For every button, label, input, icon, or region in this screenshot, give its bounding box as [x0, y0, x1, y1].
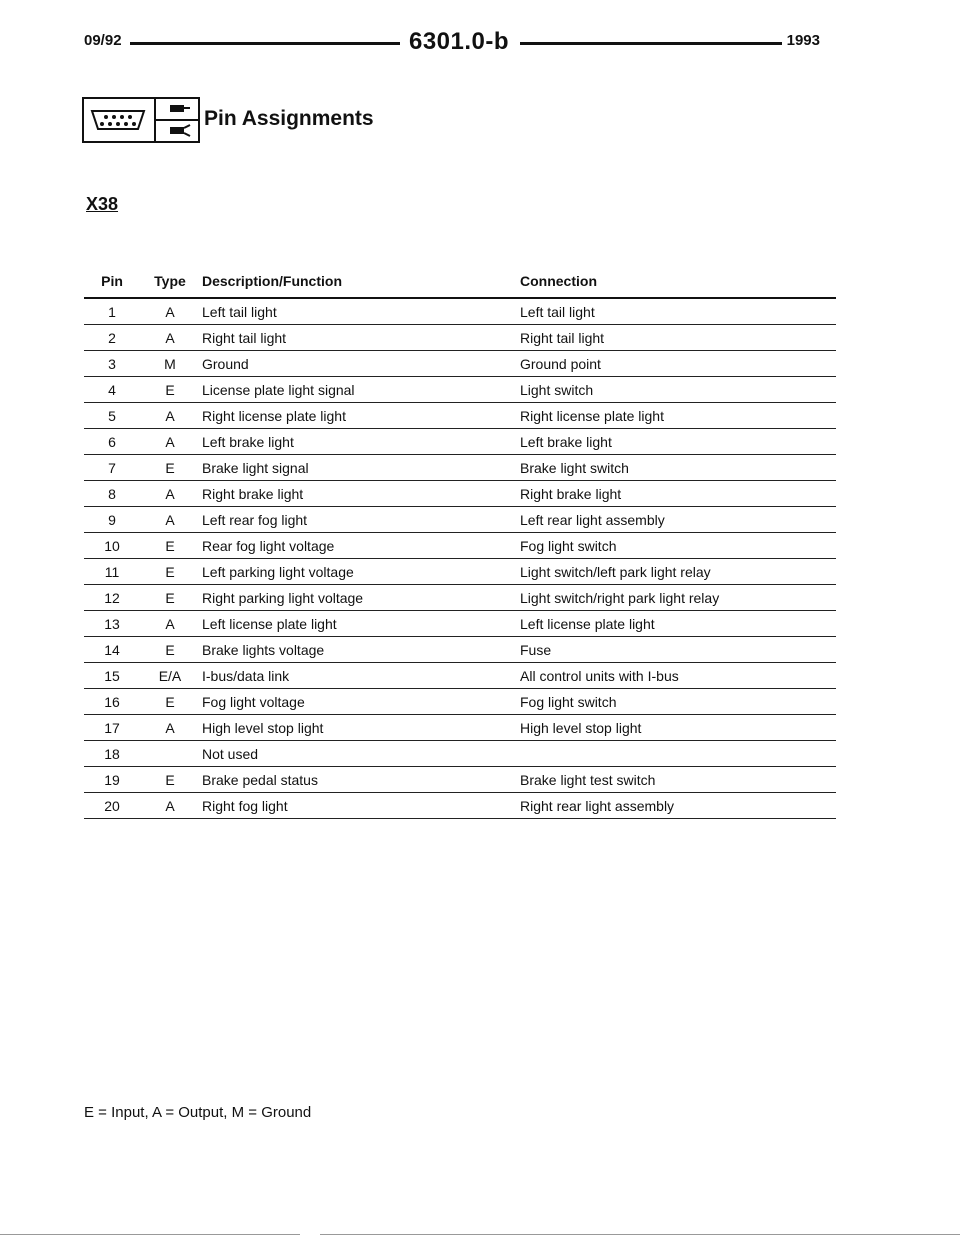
- cell-description: High level stop light: [200, 715, 520, 741]
- cell-pin: 10: [84, 533, 140, 559]
- cell-pin: 2: [84, 325, 140, 351]
- cell-type: E: [140, 637, 200, 663]
- table-row: [84, 377, 836, 403]
- cell-type: A: [140, 507, 200, 533]
- page-header: [84, 28, 820, 58]
- header-rule-left: [130, 42, 400, 45]
- cell-description: Right tail light: [200, 325, 520, 351]
- table-row: [84, 585, 836, 611]
- table-row: [84, 507, 836, 533]
- table-row: [84, 481, 836, 507]
- table-row: [84, 637, 836, 663]
- header-doc-number: 6301.0-b: [408, 28, 510, 55]
- type-legend: E = Input, A = Output, M = Ground: [84, 1104, 312, 1121]
- cell-pin: 12: [84, 585, 140, 611]
- cell-pin: 4: [84, 377, 140, 403]
- cell-type: M: [140, 351, 200, 377]
- table-row: [84, 403, 836, 429]
- cell-pin: 18: [84, 741, 140, 767]
- col-header-connection: Connection: [520, 271, 836, 298]
- cell-connection: Right tail light: [520, 325, 836, 351]
- cell-type: A: [140, 429, 200, 455]
- cell-description: Left rear fog light: [200, 507, 520, 533]
- cell-type: E: [140, 377, 200, 403]
- table-row: [84, 298, 836, 325]
- table-row: [84, 351, 836, 377]
- table-row: [84, 533, 836, 559]
- cell-type: A: [140, 793, 200, 819]
- cell-connection: High level stop light: [520, 715, 836, 741]
- cell-connection: Left tail light: [520, 298, 836, 325]
- cell-pin: 15: [84, 663, 140, 689]
- cell-description: Fog light voltage: [200, 689, 520, 715]
- pin-arrows-icon: [156, 99, 198, 141]
- table-row: [84, 741, 836, 767]
- cell-type: A: [140, 611, 200, 637]
- cell-description: Rear fog light voltage: [200, 533, 520, 559]
- cell-type: E: [140, 689, 200, 715]
- footer-rule: [320, 1234, 960, 1235]
- col-header-type: Type: [140, 271, 200, 298]
- cell-connection: Right license plate light: [520, 403, 836, 429]
- cell-description: Left tail light: [200, 298, 520, 325]
- connector-icon: [84, 99, 154, 141]
- pin-table: [84, 271, 836, 819]
- cell-description: Left parking light voltage: [200, 559, 520, 585]
- cell-connection: Fog light switch: [520, 689, 836, 715]
- cell-type: E: [140, 559, 200, 585]
- cell-pin: 6: [84, 429, 140, 455]
- cell-connection: Light switch: [520, 377, 836, 403]
- cell-description: Right license plate light: [200, 403, 520, 429]
- table-row: [84, 767, 836, 793]
- table-row: [84, 715, 836, 741]
- cell-connection: Brake light test switch: [520, 767, 836, 793]
- cell-connection: Left license plate light: [520, 611, 836, 637]
- table-row: [84, 429, 836, 455]
- cell-type: A: [140, 325, 200, 351]
- cell-connection: Right brake light: [520, 481, 836, 507]
- table-row: [84, 689, 836, 715]
- cell-pin: 7: [84, 455, 140, 481]
- table-row: [84, 325, 836, 351]
- table-row: [84, 559, 836, 585]
- cell-pin: 1: [84, 298, 140, 325]
- cell-pin: 9: [84, 507, 140, 533]
- table-row: [84, 793, 836, 819]
- cell-description: Brake pedal status: [200, 767, 520, 793]
- table-row: [84, 455, 836, 481]
- cell-connection: Light switch/right park light relay: [520, 585, 836, 611]
- cell-pin: 11: [84, 559, 140, 585]
- cell-description: Brake light signal: [200, 455, 520, 481]
- cell-connection: [520, 741, 836, 767]
- cell-connection: Left brake light: [520, 429, 836, 455]
- cell-pin: 20: [84, 793, 140, 819]
- table-row: [84, 611, 836, 637]
- cell-pin: 16: [84, 689, 140, 715]
- cell-type: A: [140, 403, 200, 429]
- header-year: 1993: [786, 32, 820, 49]
- cell-pin: 19: [84, 767, 140, 793]
- cell-type: E/A: [140, 663, 200, 689]
- table-row: [84, 663, 836, 689]
- cell-connection: Brake light switch: [520, 455, 836, 481]
- cell-type: [140, 741, 200, 767]
- cell-pin: 5: [84, 403, 140, 429]
- cell-description: I-bus/data link: [200, 663, 520, 689]
- cell-type: E: [140, 585, 200, 611]
- cell-connection: Fog light switch: [520, 533, 836, 559]
- col-header-description: Description/Function: [200, 271, 520, 298]
- cell-type: E: [140, 767, 200, 793]
- cell-pin: 17: [84, 715, 140, 741]
- col-header-pin: Pin: [84, 271, 140, 298]
- cell-connection: All control units with I-bus: [520, 663, 836, 689]
- cell-description: Right parking light voltage: [200, 585, 520, 611]
- cell-description: Not used: [200, 741, 520, 767]
- cell-description: Right brake light: [200, 481, 520, 507]
- title-icon-box: [82, 97, 200, 143]
- connector-id: X38: [86, 194, 119, 214]
- cell-type: E: [140, 533, 200, 559]
- cell-description: Left brake light: [200, 429, 520, 455]
- cell-type: A: [140, 715, 200, 741]
- cell-pin: 14: [84, 637, 140, 663]
- cell-description: Ground: [200, 351, 520, 377]
- page-title: Pin Assignments: [204, 107, 374, 130]
- cell-type: A: [140, 481, 200, 507]
- cell-connection: Right rear light assembly: [520, 793, 836, 819]
- cell-description: License plate light signal: [200, 377, 520, 403]
- cell-pin: 8: [84, 481, 140, 507]
- cell-type: E: [140, 455, 200, 481]
- header-date: 09/92: [84, 32, 122, 49]
- cell-connection: Left rear light assembly: [520, 507, 836, 533]
- cell-connection: Fuse: [520, 637, 836, 663]
- cell-connection: Ground point: [520, 351, 836, 377]
- cell-description: Brake lights voltage: [200, 637, 520, 663]
- cell-pin: 13: [84, 611, 140, 637]
- table-header-row: [84, 271, 836, 298]
- cell-pin: 3: [84, 351, 140, 377]
- cell-description: Right fog light: [200, 793, 520, 819]
- cell-connection: Light switch/left park light relay: [520, 559, 836, 585]
- footer-rule: [0, 1234, 300, 1235]
- cell-type: A: [140, 298, 200, 325]
- header-rule-right: [520, 42, 782, 45]
- cell-description: Left license plate light: [200, 611, 520, 637]
